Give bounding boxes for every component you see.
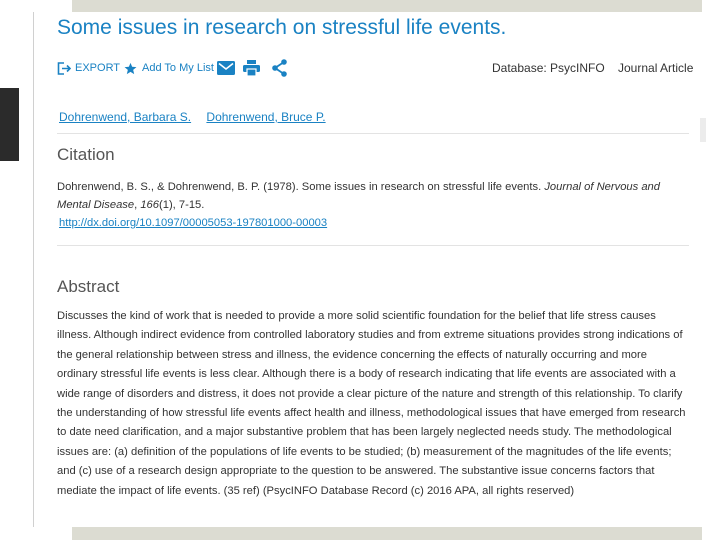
add-to-list-button[interactable] [124, 57, 214, 79]
print-button[interactable] [243, 57, 260, 79]
star-icon [124, 62, 137, 75]
doi-link[interactable]: http://dx.doi.org/10.1097/00005053-197801000-00003 [59, 217, 328, 229]
author-list [59, 110, 338, 124]
section-divider [57, 133, 689, 134]
top-frame-strip [72, 0, 702, 12]
citation-volume: 166 [140, 199, 159, 211]
citation-separator: , [134, 199, 138, 211]
add-to-list-label: Add To My List [142, 62, 214, 74]
author-link[interactable]: Dohrenwend, Bruce P. [206, 110, 326, 124]
right-edge-marker [700, 118, 706, 142]
email-icon [217, 61, 235, 75]
record-toolbar [57, 57, 694, 79]
export-button[interactable] [57, 57, 120, 79]
database-label: Database: PsycINFO [492, 61, 605, 75]
bottom-frame-strip [72, 527, 702, 540]
left-dark-tab [0, 88, 19, 161]
document-type-label: Journal Article [618, 61, 694, 75]
citation-text: Dohrenwend, B. S., & Dohrenwend, B. P. (1978). Some issues in research on stressful life events. [57, 181, 542, 193]
citation-issue-pages: (1), 7-15. [159, 199, 205, 211]
abstract-text: Discusses the kind of work that is needed to provide a more solid scientific foundation for the belief that life stress causes illness. Although indirect evidence from controlled laboratory studies and from extreme situations provides strong indications of the general relationship between stress and illness, the evidence concerning the effects of naturally occurring and more ordinary stressful life events is less clear. Although there is a body of research indicating that life events are associated with a wide range of disorders and distress, it does not provide a clear picture of the nature and strength of this relationship. To clarify the understanding of how stressful life events affect health and illness, methodological issues that have emerged from research to date need clarification, and a major substantive problem that has been largely neglected needs study. The methodological issues are: (a) definition of the populations of life events to be studied; (b) measurement of the magnitudes of the life events; and (c) use of a research design appropriate to the question to be answered. The substantive issue concerns factors that mediate the impact of life events. (35 ref) (PsycINFO Database Record (c) 2016 APA, all rights reserved) [57, 310, 686, 497]
abstract-heading: Abstract [57, 277, 120, 296]
email-button[interactable] [217, 57, 235, 79]
citation-heading: Citation [57, 145, 115, 164]
author-link[interactable]: Dohrenwend, Barbara S. [59, 110, 192, 124]
export-label: EXPORT [75, 62, 121, 74]
citation-journal: Journal of Nervous and Mental Disease [57, 181, 660, 211]
record-title[interactable]: Some issues in research on stressful life events. [57, 16, 507, 39]
section-divider [57, 245, 689, 246]
share-icon [271, 59, 288, 77]
print-icon [243, 60, 260, 76]
share-button[interactable] [271, 57, 288, 79]
left-border-line [33, 12, 34, 527]
citation-block [57, 178, 687, 232]
export-icon [57, 62, 71, 75]
